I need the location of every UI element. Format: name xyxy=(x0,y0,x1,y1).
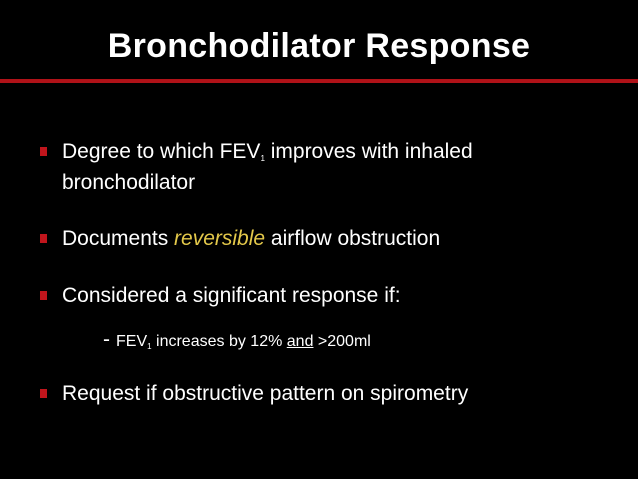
bullet-marker-4 xyxy=(40,389,47,398)
slide-title: Bronchodilator Response xyxy=(107,27,531,65)
subitem-subscript: 1 xyxy=(147,342,152,351)
subitem-underlined: and xyxy=(286,333,314,350)
bullet-marker-2 xyxy=(40,234,47,243)
bullet-2-text-post: airflow obstruction xyxy=(265,227,441,250)
bullet-3: Considered a significant response if: xyxy=(62,284,401,307)
bullet-marker-3 xyxy=(40,291,47,300)
bullet-1-subscript: 1 xyxy=(260,154,265,163)
bullet-marker-1 xyxy=(40,147,47,156)
subitem-text-post: >200ml xyxy=(313,333,371,350)
bullet-4: Request if obstructive pattern on spirometry xyxy=(62,382,469,405)
bullet-1-line-2: bronchodilator xyxy=(62,171,196,194)
bullet-1-line-1 xyxy=(62,139,473,172)
bullet-2-highlight: reversible xyxy=(174,227,266,250)
bullet-1-text-post: improves with inhaled xyxy=(264,140,473,163)
bullet-3-subitem xyxy=(103,329,371,358)
bullet-2 xyxy=(62,226,440,252)
subitem-dash: - xyxy=(103,328,110,351)
bullet-1-text-pre: Degree to which FEV xyxy=(62,140,261,163)
bullet-2-text-pre: Documents xyxy=(62,227,175,250)
subitem-text-pre: FEV xyxy=(116,333,148,350)
title-divider xyxy=(0,79,638,83)
subitem-text-mid: increases by 12% xyxy=(151,333,287,350)
